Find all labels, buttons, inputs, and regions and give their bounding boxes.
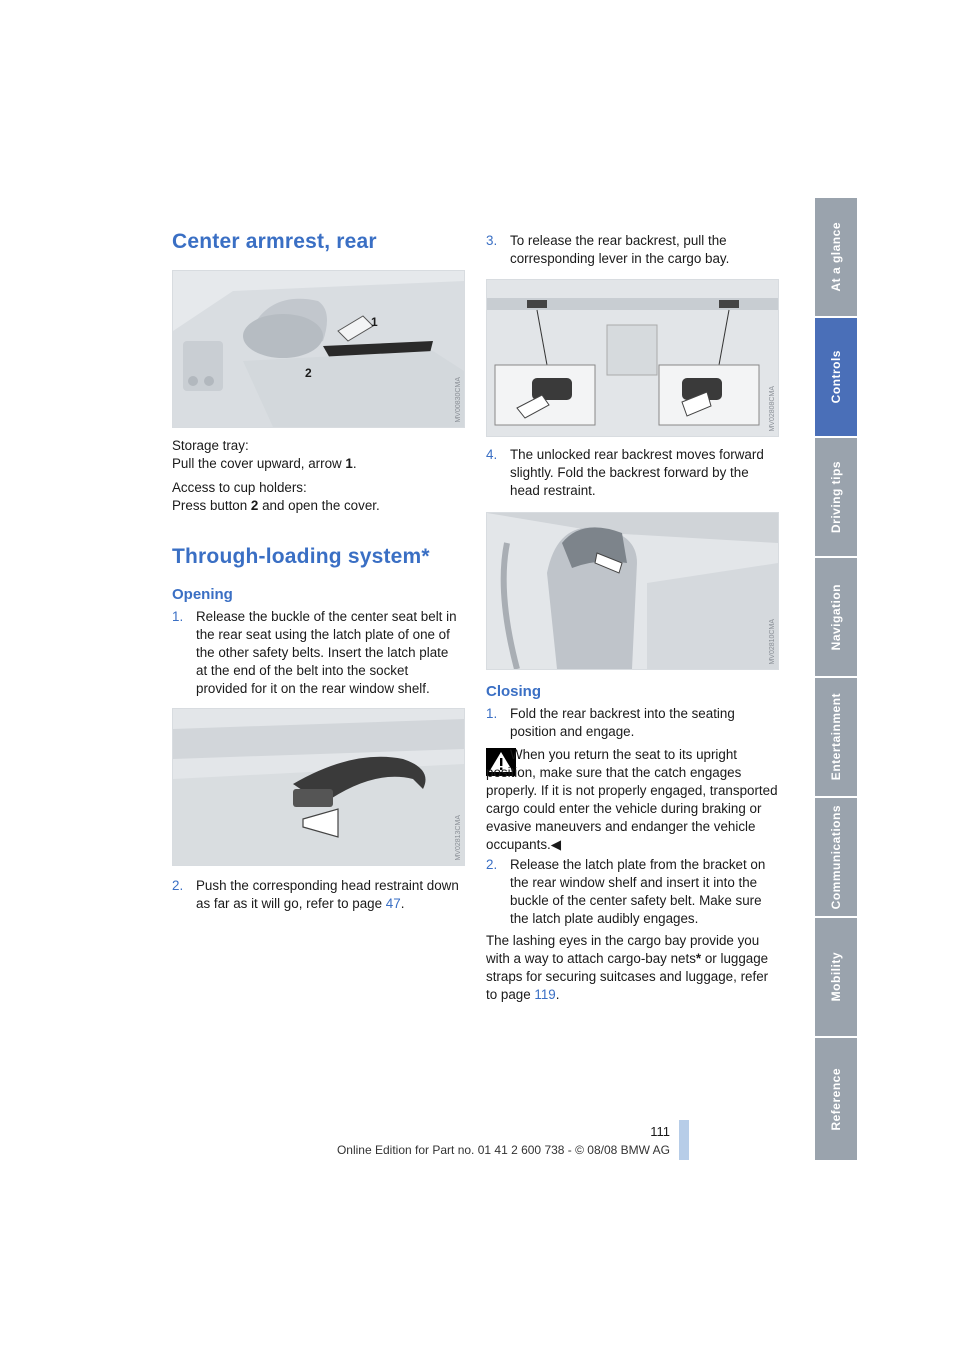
edition-footer: Online Edition for Part no. 01 41 2 600 738 - © 08/08 BMW AG: [336, 1143, 670, 1157]
tab-navigation[interactable]: [815, 558, 857, 676]
tab-label: Driving tips: [829, 460, 843, 533]
list-item: [486, 856, 778, 928]
storage-arrow-number: 1: [345, 456, 353, 471]
tab-communications[interactable]: [815, 798, 857, 916]
section-heading-center-armrest: Center armrest, rear: [172, 230, 377, 253]
step-text: Fold the rear backrest into the seating position and engage.: [510, 706, 735, 739]
figure-code: MV00830CMA: [455, 377, 462, 423]
armrest-illustration: [172, 270, 465, 428]
tab-mobility[interactable]: [815, 918, 857, 1036]
list-item: [172, 608, 462, 698]
page-link[interactable]: 47: [385, 896, 401, 911]
step-text: Push the corresponding head restraint down as far as it will go, refer to page: [196, 878, 459, 911]
lashing-text-mid: or luggage straps for securing suitcases and luggage, refer to page: [486, 951, 769, 1002]
armrest-drawing: [173, 271, 464, 427]
list-item: [486, 232, 778, 268]
tab-label: At a glance: [829, 222, 843, 292]
callout-2: 2: [305, 366, 312, 380]
armrest-text: [172, 437, 462, 521]
tab-label: Entertainment: [829, 693, 843, 781]
page-number: 111: [650, 1124, 670, 1139]
page-link[interactable]: 119: [534, 987, 556, 1002]
step-text: To release the rear backrest, pull the corresponding lever in the cargo bay.: [510, 233, 730, 266]
step-number: 2.: [172, 878, 184, 893]
section-heading-through-loading: Through-loading system*: [172, 545, 430, 568]
tab-label: Controls: [829, 350, 843, 404]
cup-text: Press button: [172, 498, 251, 513]
tab-label: Communications: [829, 804, 843, 910]
figure-code: MV02810CMA: [769, 619, 776, 665]
step-number: 1.: [172, 609, 184, 624]
subheading-opening: Opening: [172, 586, 233, 603]
warning-text: [486, 746, 778, 854]
list-item: [172, 877, 462, 913]
subheading-closing: Closing: [486, 683, 541, 700]
page-marker-bar: [679, 1120, 689, 1160]
tab-label: Navigation: [829, 583, 843, 651]
step-number: 3.: [486, 233, 498, 248]
step-text: The unlocked rear backrest moves forward slightly. Fold the backrest forward by the head restraint.: [510, 447, 764, 498]
step-number: 1.: [486, 706, 498, 721]
figure-code: MV02813CMA: [455, 815, 462, 861]
tab-controls[interactable]: [815, 318, 857, 436]
list-item: [486, 705, 778, 741]
tab-reference[interactable]: [815, 1038, 857, 1160]
seat-belt-illustration: [172, 708, 465, 866]
backrest-illustration: [486, 512, 779, 670]
step-text: Release the latch plate from the bracket on the rear window shelf and insert it into the buckle of the center safety belt. Make sure the latch plate audibly engages.: [510, 857, 766, 926]
lashing-text: The lashing eyes in the cargo bay provide you with a way to attach cargo-bay nets: [486, 933, 760, 966]
step-number: 4.: [486, 447, 498, 462]
step-number: 2.: [486, 857, 498, 872]
tab-driving-tips[interactable]: [815, 438, 857, 556]
storage-label: Storage tray:: [172, 438, 249, 453]
seat-belt-drawing: [173, 709, 464, 865]
punct: .: [352, 456, 357, 471]
storage-text: Pull the cover upward, arrow: [172, 456, 346, 471]
callout-1: 1: [371, 315, 378, 329]
tab-at-a-glance[interactable]: [815, 198, 857, 316]
list-item: [486, 446, 778, 500]
figure-code: MV02808CMA: [769, 386, 776, 432]
tab-entertainment[interactable]: [815, 678, 857, 796]
cargo-bay-illustration: [486, 279, 779, 437]
punct: .: [555, 987, 560, 1002]
cup-label: Access to cup holders:: [172, 480, 307, 495]
punct: .: [400, 896, 405, 911]
tab-label: Mobility: [829, 952, 843, 1002]
cargo-bay-drawing: [487, 280, 778, 436]
lashing-eyes-text: [486, 932, 778, 1004]
tab-label: Reference: [829, 1067, 843, 1131]
cup-text-end: and open the cover.: [258, 498, 380, 513]
cup-button-number: 2: [250, 498, 259, 513]
warning-body: When you return the seat to its upright position, make sure that the catch engages properly. If it is not properly engaged, transported cargo could enter the vehicle during braking or evasive maneuvers and endanger the vehicle occupants.◀: [486, 747, 778, 852]
step-text: Release the buckle of the center seat belt in the rear seat using the latch plate of one of the other safety belts. Insert the latch plate at the end of the belt into the socket provided for it on the rear window shelf.: [196, 609, 457, 696]
backrest-drawing: [487, 513, 778, 669]
optional-star: *: [695, 951, 702, 966]
